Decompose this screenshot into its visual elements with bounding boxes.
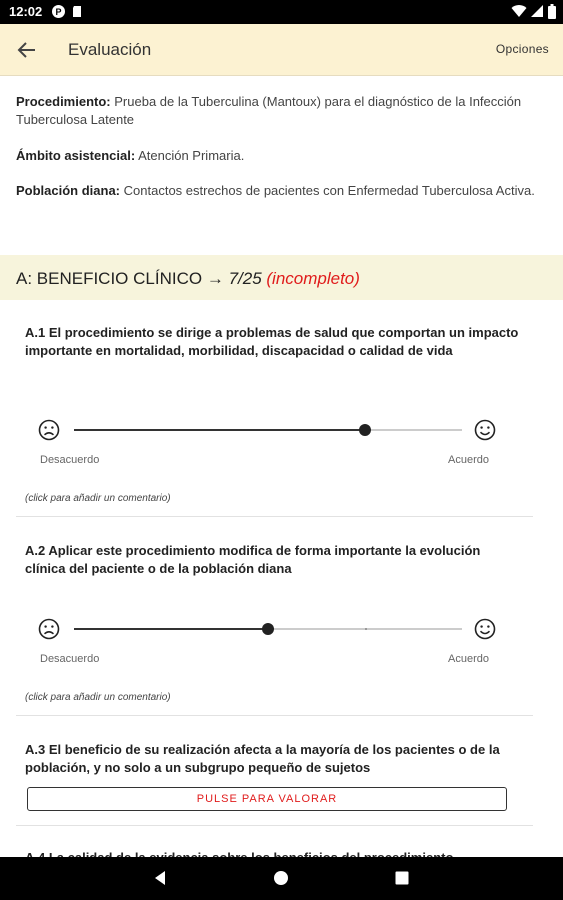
sad-face-icon: [38, 618, 60, 640]
slider-fill: [74, 628, 268, 630]
nav-back-icon[interactable]: [152, 870, 168, 886]
section-score: 7/25: [228, 269, 262, 288]
page-title: Evaluación: [68, 40, 152, 59]
scope-value: Atención Primaria.: [138, 148, 245, 163]
divider: [16, 715, 533, 716]
population-info: [16, 182, 536, 200]
question-a1-text: A.1 El procedimiento se dirige a problemas de salud que comportan un impacto importante en mortalidad, morbilidad, discapacidad o calidad de vida: [25, 325, 519, 358]
divider: [16, 825, 533, 826]
wifi-icon: [511, 4, 527, 18]
nav-home-icon[interactable]: [273, 870, 289, 886]
notification-p-icon: [52, 5, 65, 18]
question-a4-text-partial: [25, 849, 525, 857]
nav-recents-icon[interactable]: [394, 870, 410, 886]
agree-label: Acuerdo: [448, 653, 489, 665]
svg-text:P: P: [55, 7, 62, 17]
happy-face-icon: [474, 618, 496, 640]
slider-thumb[interactable]: [262, 623, 274, 635]
add-comment-link[interactable]: (click para añadir un comentario): [25, 493, 171, 504]
procedure-label: Procedimiento:: [16, 94, 111, 109]
disagree-label: Desacuerdo: [40, 454, 100, 466]
section-header: [0, 255, 563, 300]
happy-face-icon: [474, 419, 496, 441]
add-comment-link[interactable]: (click para añadir un comentario): [25, 692, 171, 703]
rate-button[interactable]: PULSE PARA VALORAR: [27, 787, 507, 811]
scope-label: Ámbito asistencial:: [16, 148, 136, 163]
population-value: Contactos estrechos de pacientes con Enfermedad Tuberculosa Activa.: [123, 183, 535, 198]
procedure-info: [16, 93, 536, 129]
procedure-value: Prueba de la Tuberculina (Mantoux) para el diagnóstico de la Infección Tuberculosa Latente: [16, 94, 522, 127]
section-status: (incompleto): [266, 269, 360, 288]
section-arrow: →: [206, 269, 224, 288]
app-bar: [0, 24, 563, 76]
question-a3-text: A.3 El beneficio de su realización afecta a la mayoría de los pacientes o de la población, y no solo a un subgrupo pequeño de sujetos: [25, 742, 500, 775]
slider-tick: [365, 628, 367, 630]
options-menu-button[interactable]: Opciones: [495, 42, 549, 56]
question-a2-text: A.2 Aplicar este procedimiento modifica de forma importante la evolución clínica del paciente o de la población diana: [25, 543, 481, 576]
back-arrow-icon[interactable]: [14, 37, 40, 63]
agree-label: Acuerdo: [448, 454, 489, 466]
disagree-label: Desacuerdo: [40, 653, 100, 665]
divider: [16, 516, 533, 517]
battery-icon: [548, 4, 556, 19]
agreement-slider-a1[interactable]: [38, 419, 496, 443]
slider-track[interactable]: [74, 429, 462, 431]
status-bar: [0, 0, 563, 24]
scope-info: [16, 147, 536, 165]
slider-fill: [74, 429, 365, 431]
population-label: Población diana:: [16, 183, 121, 198]
section-title: A: BENEFICIO CLÍNICO: [16, 269, 203, 288]
status-time: 12:02: [9, 4, 43, 19]
notification-sd-icon: [71, 5, 84, 18]
sad-face-icon: [38, 419, 60, 441]
slider-track[interactable]: [74, 628, 462, 630]
system-nav-bar: [0, 857, 563, 900]
agreement-slider-a2[interactable]: [38, 618, 496, 642]
slider-thumb[interactable]: [359, 424, 371, 436]
signal-icon: [530, 4, 544, 18]
